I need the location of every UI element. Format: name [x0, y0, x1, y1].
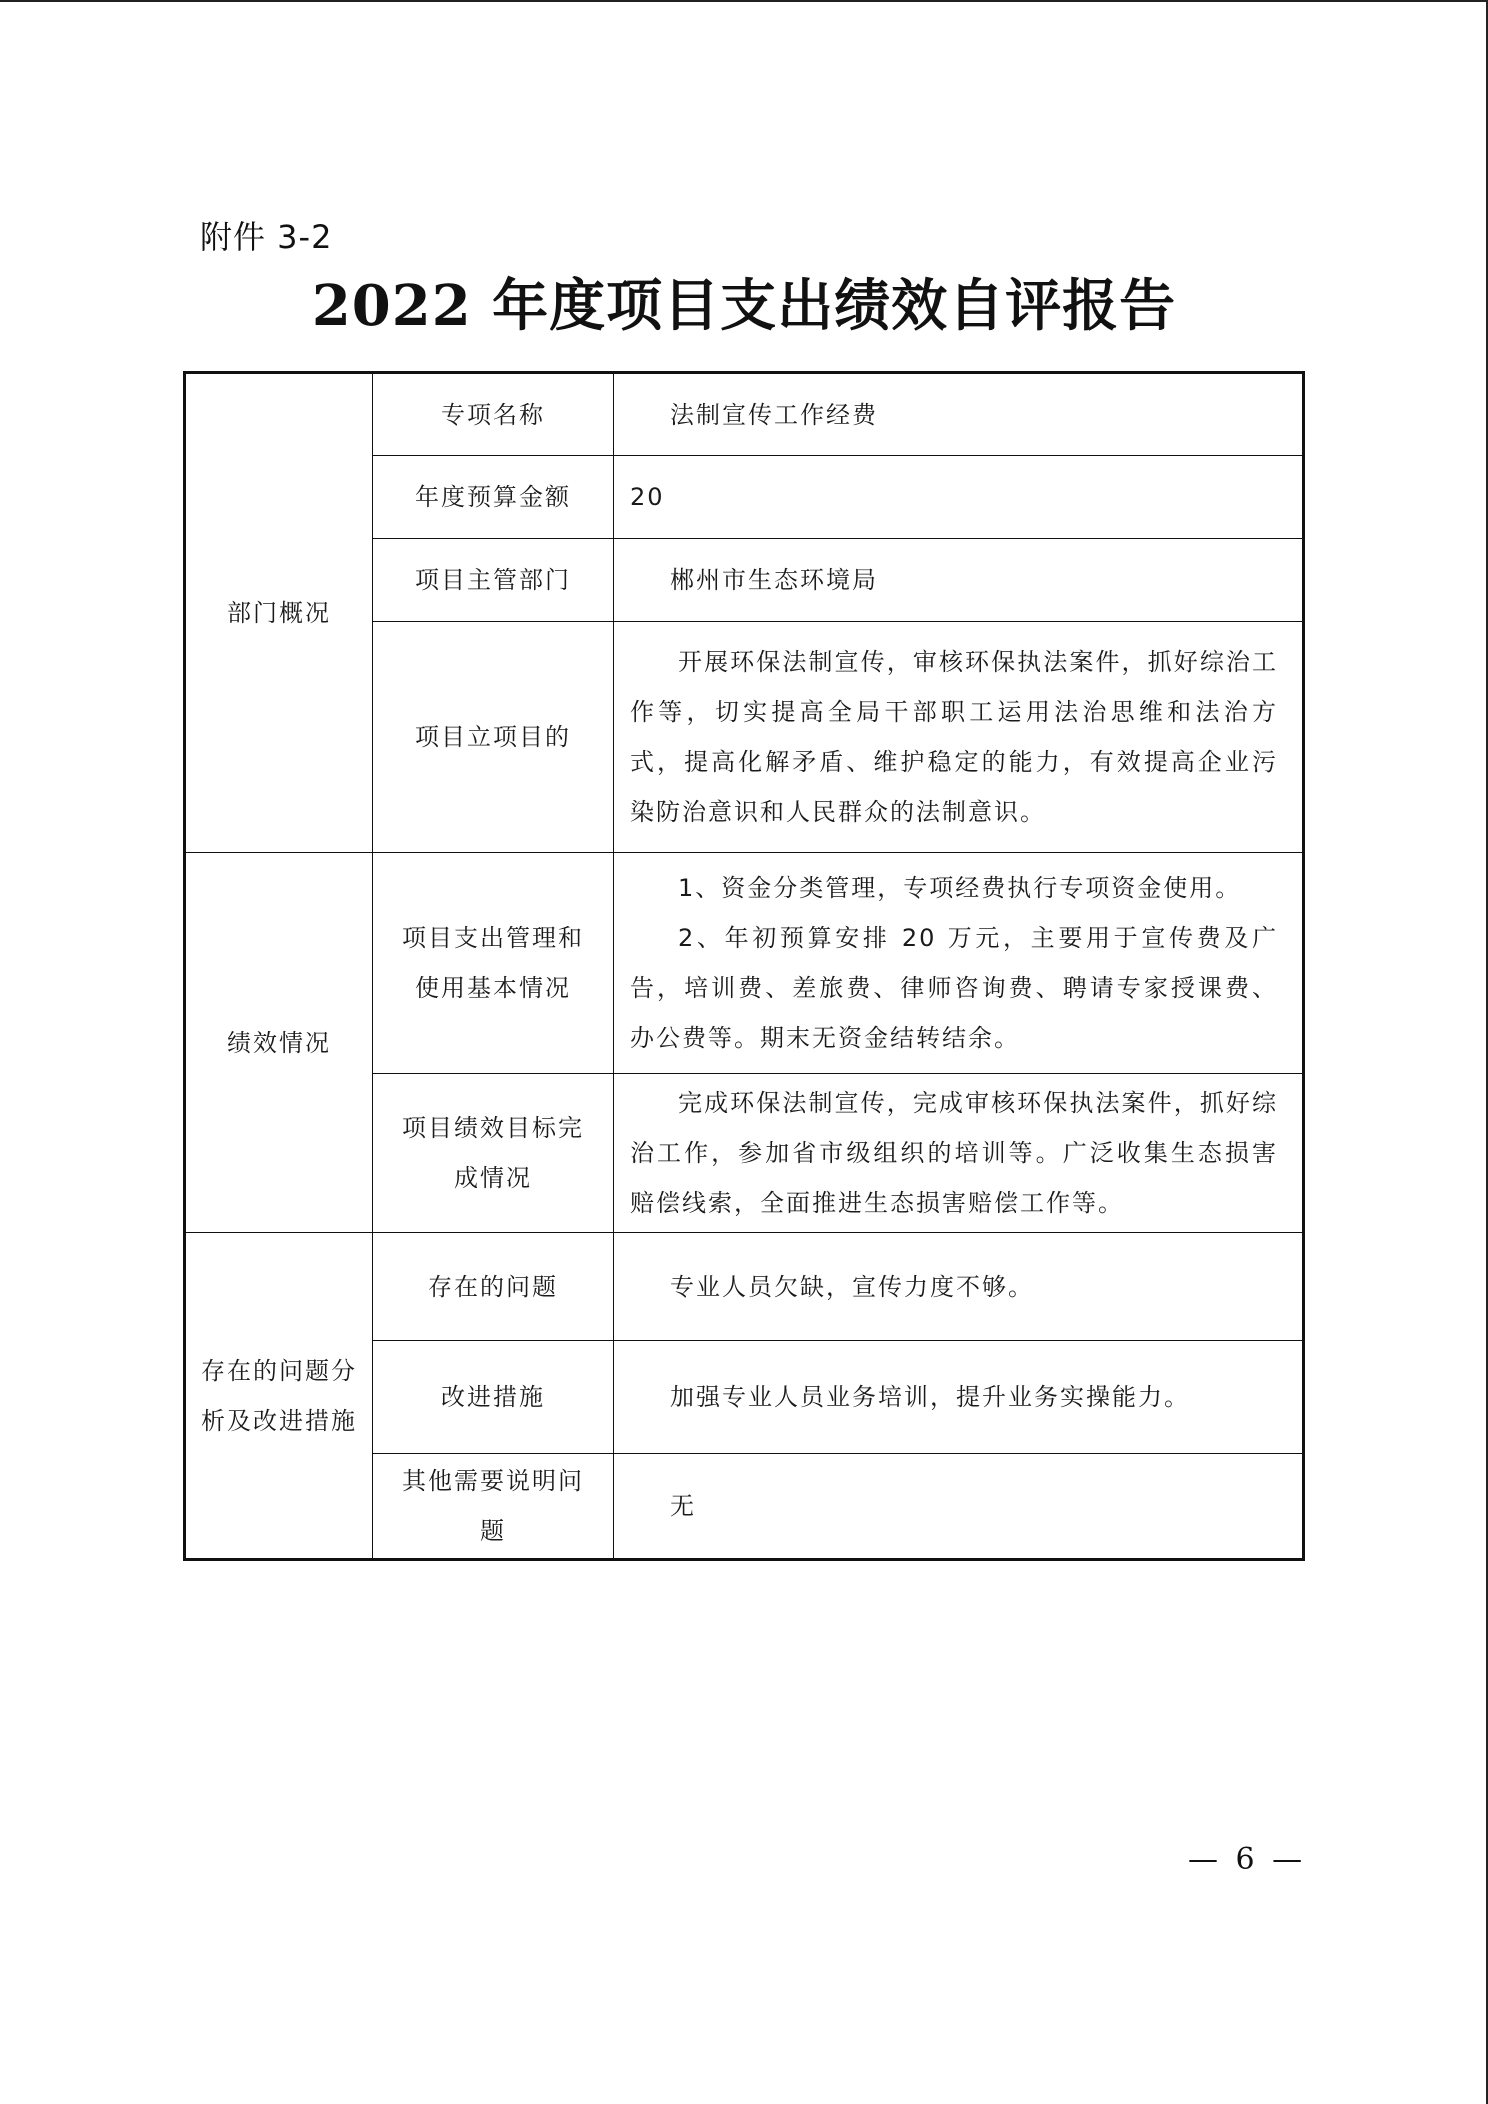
value-existing-problems: 专业人员欠缺，宣传力度不够。	[614, 1233, 1304, 1341]
section-performance-label: 绩效情况	[185, 853, 373, 1233]
value-goal-completion	[614, 1074, 1304, 1233]
row-label-annual-budget: 年度预算金额	[373, 456, 614, 539]
table-row	[185, 1233, 1304, 1341]
page-title: 2022 年度项目支出绩效自评报告	[311, 273, 1177, 339]
row-label-existing-problems: 存在的问题	[373, 1233, 614, 1341]
page-number: — 6 —	[1188, 1842, 1307, 1877]
value-other-issues: 无	[614, 1454, 1304, 1560]
page-top-edge	[0, 0, 1488, 2]
row-label-improvement-measures: 改进措施	[373, 1341, 614, 1454]
value-department: 郴州市生态环境局	[614, 539, 1304, 622]
section-overview-label: 部门概况	[185, 373, 373, 853]
value-project-purpose	[614, 622, 1304, 853]
expenditure-paragraph-2: 2、年初预算安排 20 万元，主要用于宣传费及广告，培训费、差旅费、律师咨询费、聘请专家授课费、办公费等。期末无资金结转结余。	[630, 924, 1278, 1052]
row-label-goal-completion: 项目绩效目标完成情况	[373, 1074, 614, 1233]
expenditure-paragraph-1: 1、资金分类管理，专项经费执行专项资金使用。	[678, 874, 1242, 902]
value-annual-budget: 20	[614, 456, 1304, 539]
section-issues-label: 存在的问题分析及改进措施	[185, 1233, 373, 1560]
value-improvement-measures: 加强专业人员业务培训，提升业务实操能力。	[614, 1341, 1304, 1454]
value-project-name: 法制宣传工作经费	[614, 373, 1304, 456]
goal-paragraph: 完成环保法制宣传，完成审核环保执法案件，抓好综治工作，参加省市级组织的培训等。广泛收集生态损害赔偿线索，全面推进生态损害赔偿工作等。	[630, 1089, 1278, 1217]
table-row	[185, 853, 1304, 1074]
attachment-label: 附件 3-2	[200, 218, 333, 256]
value-expenditure-management	[614, 853, 1304, 1074]
table-row	[185, 373, 1304, 456]
purpose-paragraph: 开展环保法制宣传，审核环保执法案件，抓好综治工作等，切实提高全局干部职工运用法治思维和法治方式，提高化解矛盾、维护稳定的能力，有效提高企业污染防治意识和人民群众的法制意识。	[630, 648, 1278, 826]
row-label-expenditure-management: 项目支出管理和使用基本情况	[373, 853, 614, 1074]
row-label-project-purpose: 项目立项目的	[373, 622, 614, 853]
row-label-department: 项目主管部门	[373, 539, 614, 622]
performance-report-table	[183, 371, 1305, 1561]
row-label-other-issues: 其他需要说明问题	[373, 1454, 614, 1560]
row-label-project-name: 专项名称	[373, 373, 614, 456]
